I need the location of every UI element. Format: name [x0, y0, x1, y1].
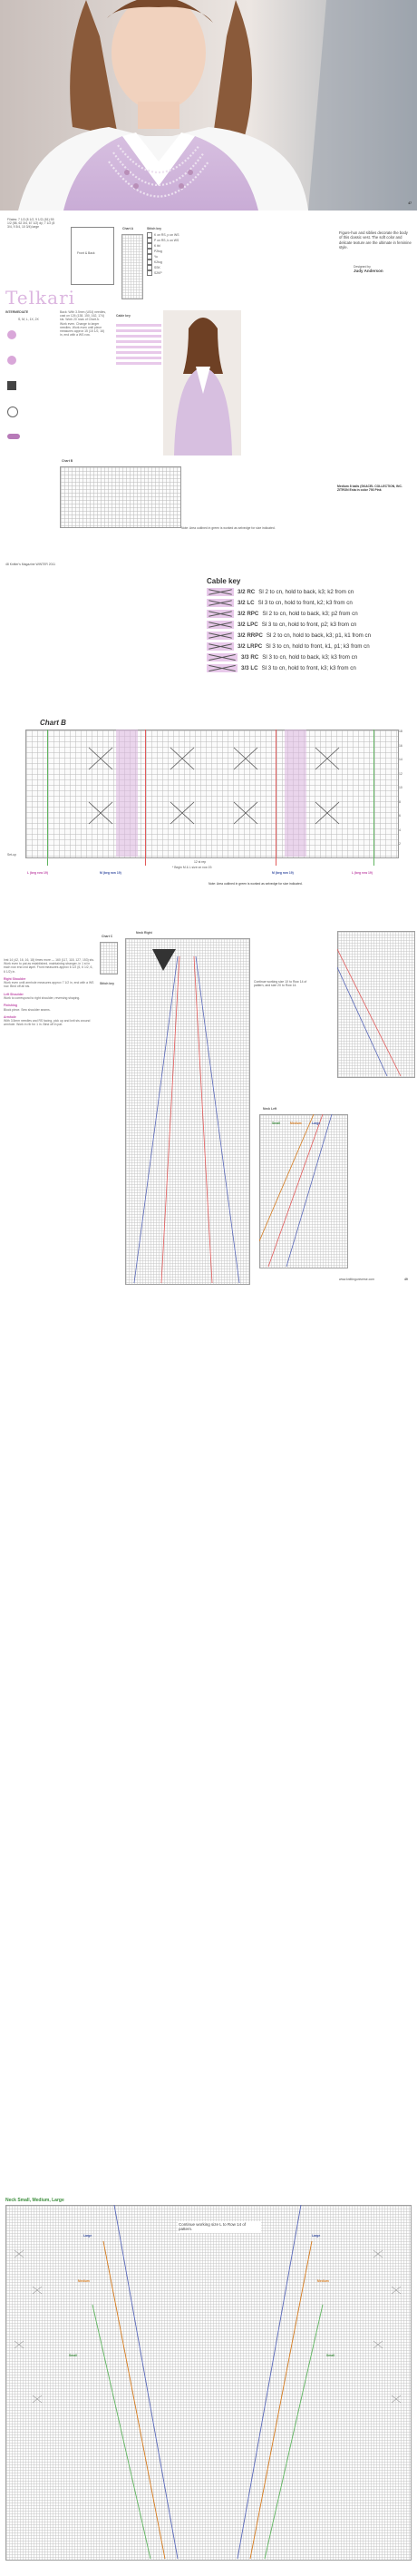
- right-shoulder-heading: Right Shoulder: [4, 977, 26, 982]
- continue-note: Continue working size 1X to Row 14 of pattern, and size 2X to Row 14.: [254, 980, 307, 988]
- stitch-key-title: Stitch key: [147, 227, 162, 230]
- cable-key: [207, 577, 413, 713]
- caption-yarn: Medium 8 balls (SKACEL COLLECTION, INC. ZITRON Esta in color 793 Pink: [337, 485, 402, 493]
- neck-bottom-shaping: [5, 2205, 410, 2559]
- stitch-key-text: S2KP: [154, 270, 162, 275]
- stitch-key-text: K tbl: [154, 243, 160, 248]
- cable-code: 3/2 RC: [238, 589, 256, 595]
- chart-b-row-numbers: [399, 730, 413, 857]
- chart-b-small-title: Chart B: [62, 459, 73, 463]
- cable-key-item: [207, 599, 413, 607]
- chart-b: [0, 719, 417, 893]
- neck-bottom-label-small-right: Small: [326, 2354, 335, 2357]
- stitch-key-text: K2tog: [154, 260, 162, 264]
- cable-symbol-icon: [207, 642, 234, 651]
- chart-b-repeat-label: 12 st rep: [194, 860, 207, 864]
- cable-symbol-icon: [207, 632, 234, 640]
- stitch-key-text: P2tog: [154, 249, 162, 253]
- stitch-key-list: [147, 232, 179, 276]
- chart-b-label-left-m: M (beg row 19): [100, 871, 121, 875]
- neck-bottom-label-medium-left: Medium: [78, 2279, 90, 2283]
- neck-bottom-continue-note: Continue working size L to Row 14 of pattern.: [178, 2221, 261, 2233]
- cable-code: 3/2 LPC: [238, 622, 258, 628]
- cable-symbol-icon: [207, 599, 234, 607]
- second-model-photo: [163, 310, 241, 455]
- model-photo: [0, 0, 417, 211]
- cable-code: 3/3 RC: [241, 654, 259, 661]
- cable-key-item: [207, 610, 413, 618]
- stitch-key-text: K on RS, p on WS: [154, 232, 179, 237]
- chart-b-cables: [25, 730, 397, 857]
- page-number: 47: [408, 201, 412, 205]
- finishing-heading: Finishing: [4, 1004, 18, 1008]
- intermediate-label: INTERMEDIATE: [5, 310, 29, 314]
- instructions-lead: Inst 14 (42, 16, 16, 18) times more — 160 (117, 118, 127, 153) sts. Work even to pat as established, maintaining stranger, in 1 st in each row end cnd lapel. Front measures approx 6 1/2 (6, 6 1/2, 6, 6 1/2) in.: [4, 958, 94, 974]
- schematic-front-back: Front & Back: [77, 251, 95, 255]
- row-number: 2: [399, 842, 401, 847]
- neck-chart-right-shaping: [337, 931, 413, 1076]
- page-number-right: 49: [404, 1278, 408, 1281]
- cable-instruction: Sl 3 to cn, hold to front, k1, p1; k3 from cn: [266, 642, 370, 650]
- page-url: www.knittinguniverse.com: [339, 1278, 375, 1281]
- cable-code: 3/3 LC: [241, 665, 258, 671]
- instructions-column: Back: With 3.5mm (US4) needles, cast on 126 (138, 150, 162, 174) sts. Work 20 rows of Chart A. Work even. Change to larger needles. Work even until piece measures approx 15 (15 1/2, 16) in, end with a WS row.: [60, 310, 107, 338]
- row-number: 18: [399, 730, 402, 733]
- spread-1: [0, 212, 417, 572]
- cable-instruction: Sl 3 to cn, hold to front, k2; k3 from cn: [257, 599, 353, 606]
- size-label-large: Large: [312, 1121, 321, 1125]
- chart-c-grid: [100, 942, 118, 975]
- model-photo-illustration: [0, 0, 417, 211]
- chart-b-title: Chart B: [40, 719, 66, 727]
- cable-code: 3/2 RPC: [238, 611, 259, 617]
- cable-key-item: [207, 632, 413, 640]
- neck-bottom-label-medium-right: Medium: [317, 2279, 329, 2283]
- neck-bottom-title: Neck Small, Medium, Large: [5, 2198, 64, 2203]
- stitch-key-item: [147, 270, 179, 276]
- neck-chart-bottom: [0, 2198, 417, 2570]
- cable-symbol-icon: [207, 588, 234, 596]
- chart-b-label-right-l: L (beg row 19): [352, 871, 373, 875]
- chart-a-title: Chart A: [122, 227, 134, 230]
- chart-c-title: Chart C: [102, 935, 113, 938]
- cable-instruction: Sl 2 to cn, hold to back, k3; k2 from cn: [258, 588, 354, 595]
- row-number: 14: [399, 758, 402, 762]
- row-number: 16: [399, 743, 402, 748]
- cable-key-item: [207, 653, 413, 661]
- neck-left-title: Neck Left: [263, 1107, 277, 1111]
- cable-instruction: Sl 2 to cn, hold to back, k3; p2 from cn: [262, 610, 358, 617]
- cable-key-item: [207, 621, 413, 629]
- neck-bottom-label-large-left: Large: [83, 2234, 92, 2238]
- cable-instruction: Sl 2 to cn, hold to back, k3; p1, k1 from cn: [266, 632, 372, 639]
- cable-symbol-icon: [207, 610, 234, 618]
- sizes: S, M, L, 1X, 2X: [18, 318, 39, 321]
- cable-key-item: [207, 588, 413, 596]
- cable-key-small-list: [116, 321, 161, 367]
- stitch-key-text: Yo: [154, 254, 158, 259]
- designer-label: Designed by: [354, 265, 371, 269]
- chart-b-begin-label: * Begin M & L size on row 19.: [172, 866, 213, 869]
- stitch-key-text: P on RS, k on WS: [154, 238, 179, 242]
- page-footer-left: 48 Knitter's Magazine WINTER 2011: [5, 563, 56, 566]
- finished-measurements: Fl/ates: 7 1/2 (8 1/2, 9 1/2) (51) 55 1/2 (58, 62 3/4, 67 1/2) dy; 7 1/2 (8 3/4, 9 3/4, 10 3/4) large: [7, 218, 55, 230]
- chart-b-setup-label: Set-up: [7, 853, 16, 857]
- size-label-small: Small: [272, 1121, 281, 1125]
- materials-icons: [7, 325, 54, 497]
- cable-instruction: Sl 3 to cn, hold to front, k3; k3 from cn: [261, 664, 356, 671]
- schematic: [71, 227, 114, 285]
- cable-symbol-icon: [207, 621, 234, 629]
- chart-b-small-grid: [60, 466, 181, 528]
- cable-code: 3/2 RRPC: [238, 632, 263, 639]
- stitch-symbol-icon: [147, 270, 152, 276]
- cable-symbol-icon: [207, 664, 238, 672]
- intro-text: Figure-hun and siblies decorate the body of this classic vest. The soft color and delicate texture are the ultimate in feminine style.: [339, 230, 412, 250]
- cable-symbol-icon: [207, 653, 238, 661]
- cable-instruction: Sl 3 to cn, hold to back, k3; k3 from cn: [262, 653, 358, 661]
- chart-b-note: Note: Area outlined in green is worked as selvedge for size indicated.: [208, 882, 303, 886]
- row-number: 12: [399, 771, 402, 776]
- row-number: 8: [399, 799, 401, 804]
- cable-key-list: [207, 588, 413, 672]
- pattern-title: Telkari: [5, 287, 76, 309]
- spread-2-instructions: Inst 14 (42, 16, 16, 18) times more — 160 (117, 118, 127, 153) sts. Work even to pat as established, maintaining stranger, in 1 st in each row end cnd lapel. Front measures approx 6 1/2 (6, 6 1/2, 6, 6 1/2) in. Right Shoulder Work even until armhole measures approx 7 1/2 in, end with a WS row. Bind off all sts. Left Shoulder Work to correspond to right shoulder, reversing shaping. Finishing Block piece. Sew shoulder seams. Armhole With 3.5mm needles and RS facing, pick up and knit sts around armhole. Work in rib for 1 in. Bind off in pat.: [4, 958, 94, 1027]
- left-shoulder-heading: Left Shoulder: [4, 992, 24, 996]
- stitch-key-text: SSK: [154, 265, 160, 269]
- spread-2-stitch-key-title: Stitch key: [100, 982, 115, 985]
- designer-name: Judy Anderson: [354, 269, 383, 273]
- neck-bottom-label-large-right: Large: [312, 2234, 321, 2238]
- cable-key-item: [207, 664, 413, 672]
- cable-instruction: Sl 3 to cn, hold to front, p2; k3 from cn: [261, 621, 357, 628]
- neck-right-title: Neck Right: [136, 931, 152, 935]
- neck-chart-upper-shaping: [125, 938, 248, 1283]
- chart-b-label-left-l: L (beg row 19): [27, 871, 48, 875]
- cable-key-item: [207, 642, 413, 651]
- chart-b-label-right-m: M (beg row 19): [272, 871, 294, 875]
- cable-key-small-title: Cable key: [116, 314, 131, 318]
- armhole-heading: Armhole: [4, 1015, 16, 1020]
- chart-a-grid: [121, 234, 143, 299]
- row-number: 6: [399, 814, 401, 818]
- cable-code: 3/2 LRPC: [238, 643, 263, 650]
- row-number: 10: [399, 786, 402, 790]
- row-number: 4: [399, 828, 401, 832]
- neck-chart-lower-shaping: [259, 1114, 346, 1267]
- spread-2: [0, 907, 417, 1288]
- chart-b-small-note: Note: Area outlined in green is worked as selvedge for size indicated.: [181, 526, 276, 530]
- cable-key-title: Cable key: [207, 577, 241, 585]
- neck-bottom-label-small-left: Small: [69, 2354, 78, 2357]
- cable-code: 3/2 LC: [238, 600, 255, 606]
- size-label-medium: Medium: [290, 1121, 302, 1125]
